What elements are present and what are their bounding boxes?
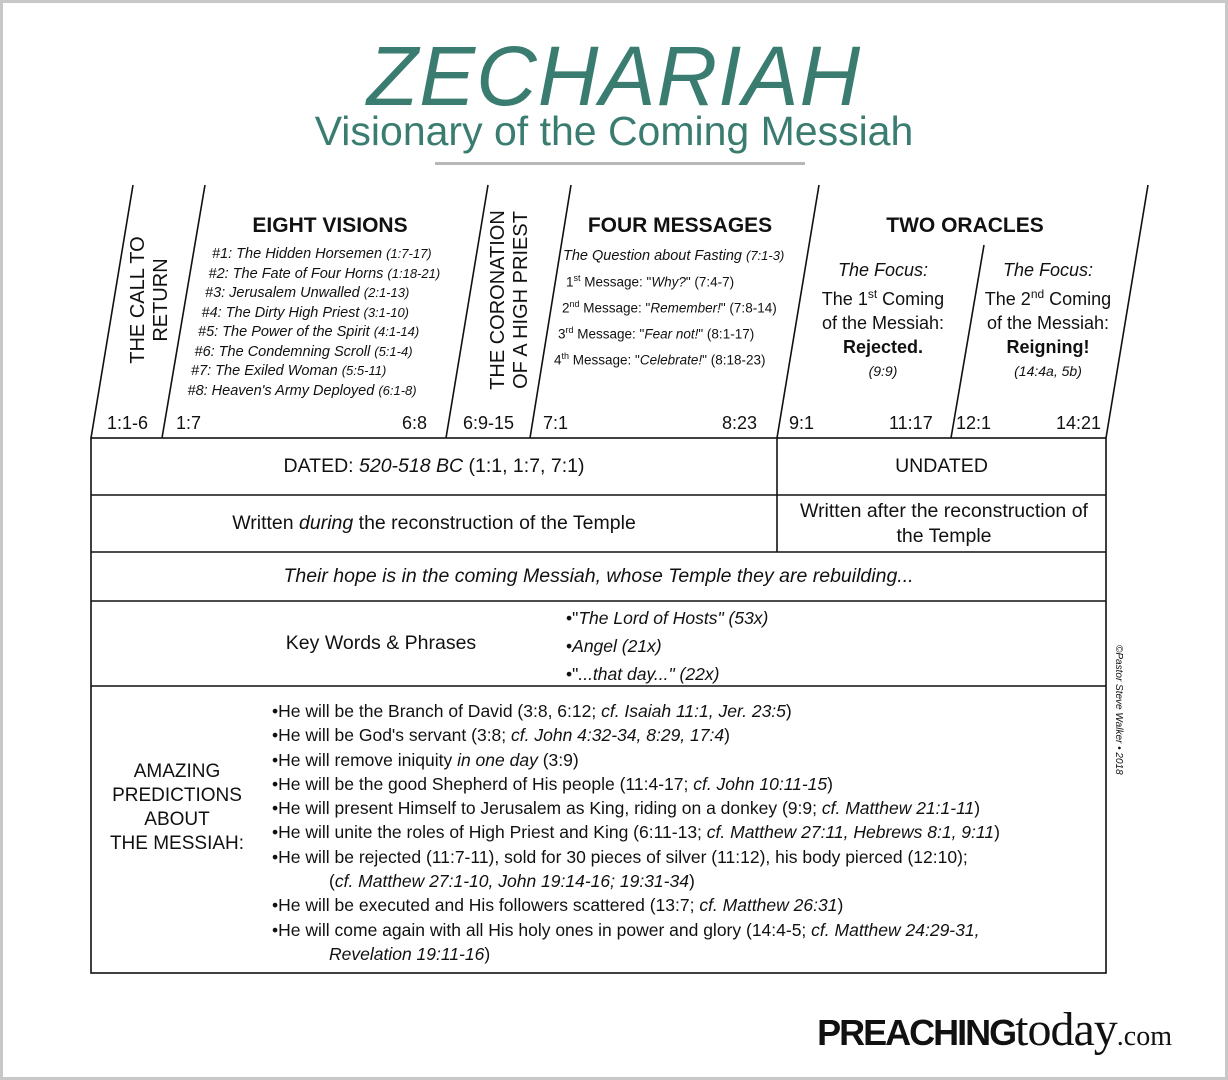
prediction-item-segment: cf. Matthew 27:11, Hebrews 8:1, 9:11 bbox=[706, 822, 995, 843]
prediction-item bbox=[272, 869, 1000, 893]
prediction-item bbox=[272, 918, 1000, 942]
vision-ref: (6:1-8) bbox=[378, 382, 417, 398]
prediction-item-segment: ) bbox=[974, 798, 981, 819]
prediction-item bbox=[272, 772, 1000, 796]
prediction-item-segment: •He will remove iniquity bbox=[272, 749, 458, 770]
vision-ref: (5:5-11) bbox=[341, 363, 387, 378]
prediction-item-segment: •He will be the good Shepherd of His people (11:4-17; bbox=[272, 773, 694, 794]
label-line: THE CALL TO bbox=[127, 236, 149, 364]
message-sup: th bbox=[561, 351, 570, 361]
vision-ref: (1:7-17) bbox=[386, 246, 432, 261]
message-item bbox=[554, 351, 765, 368]
vision-label: #4: The Dirty High Priest bbox=[201, 304, 360, 321]
eight-visions-heading: EIGHT VISIONS bbox=[252, 214, 408, 237]
prediction-item-segment: cf. John 4:32-34, 8:29, 17:4 bbox=[511, 725, 725, 746]
key-word-item bbox=[566, 660, 768, 688]
message-num: 4 bbox=[554, 352, 562, 368]
vision-item bbox=[205, 285, 409, 301]
prediction-item bbox=[272, 820, 1000, 844]
text: The 1 bbox=[821, 289, 868, 309]
message-text: " (7:8-14) bbox=[720, 300, 777, 316]
sup: nd bbox=[1030, 287, 1045, 301]
predictions-label-line: ABOUT bbox=[144, 809, 210, 830]
message-text: Message: " bbox=[579, 300, 651, 316]
message-num: 3 bbox=[558, 326, 566, 342]
sup: st bbox=[867, 287, 878, 301]
ref-start: 1:7 bbox=[176, 413, 202, 433]
years: 520-518 BC bbox=[359, 455, 464, 477]
message-sup: st bbox=[573, 273, 581, 283]
ref-end: 6:8 bbox=[402, 413, 428, 433]
prediction-item-segment: •He will be the Branch of David (3:8, 6:12; bbox=[272, 701, 602, 721]
dated-cell bbox=[91, 438, 777, 495]
message-num: 1 bbox=[566, 274, 574, 290]
coming-line bbox=[973, 282, 1123, 311]
written-during-cell bbox=[91, 495, 777, 552]
ref-start: 9:1 bbox=[789, 413, 815, 433]
prediction-item-segment: ) bbox=[785, 701, 792, 721]
message-text: " (8:18-23) bbox=[702, 352, 766, 368]
preaching-today-logo[interactable] bbox=[817, 1002, 1172, 1057]
vision-item bbox=[191, 363, 386, 379]
prediction-item-segment: ) bbox=[994, 822, 1000, 843]
prediction-item-segment: •He will present Himself to Jerusalem as King, riding on a donkey (9:9; bbox=[272, 798, 822, 819]
copyright: ©Pastor Steve Walker • 2018 bbox=[1113, 645, 1124, 775]
prediction-item-segment: •He will be God's servant (3:8; bbox=[272, 725, 512, 746]
vision-item bbox=[198, 324, 419, 340]
undated-cell: UNDATED bbox=[895, 455, 988, 477]
key-word-item-segment: • bbox=[566, 636, 573, 656]
ref-start: 12:1 bbox=[956, 413, 992, 433]
key-word-item-segment: •" bbox=[566, 608, 579, 628]
ref-end: 11:17 bbox=[889, 413, 933, 433]
oracle-second-focus bbox=[973, 258, 1123, 383]
prediction-item-segment: •He will unite the roles of High Priest and King (6:11-13; bbox=[272, 822, 707, 843]
prediction-item-segment: cf. Matthew 27:1-10, John 19:14-16; 19:31-34 bbox=[334, 871, 689, 892]
prediction-item-segment: ( bbox=[329, 871, 335, 892]
message-num: 2 bbox=[562, 300, 570, 316]
key-word-item-segment: The Lord of Hosts" (53x) bbox=[578, 608, 769, 628]
oracle-first-focus bbox=[808, 258, 958, 383]
logo-tld: .com bbox=[1116, 1021, 1172, 1052]
ref-end: 14:21 bbox=[1056, 413, 1102, 433]
vision-item bbox=[212, 246, 432, 262]
hope-row: Their hope is in the coming Messiah, whose Temple they are rebuilding... bbox=[283, 565, 914, 587]
page-subtitle: Visionary of the Coming Messiah bbox=[314, 108, 914, 154]
verdict: Reigning! bbox=[1006, 337, 1090, 357]
two-oracles-heading: TWO ORACLES bbox=[886, 214, 1044, 237]
vision-label: #1: The Hidden Horsemen bbox=[212, 246, 383, 262]
message-item bbox=[558, 325, 754, 342]
key-word-item bbox=[566, 632, 768, 660]
prediction-item-segment: •He will come again with all His holy ones in power and glory (14:4-5; bbox=[272, 919, 812, 940]
logo-today: today bbox=[1015, 1003, 1117, 1056]
coming-line bbox=[808, 282, 958, 311]
vision-label: #5: The Power of the Spirit bbox=[198, 324, 370, 340]
intro-text: The Question about Fasting bbox=[563, 248, 742, 264]
coronation-label bbox=[487, 210, 533, 390]
four-messages-heading: FOUR MESSAGES bbox=[587, 214, 773, 237]
message-text: Message: " bbox=[573, 326, 645, 342]
predictions-label-line: THE MESSIAH: bbox=[109, 833, 245, 854]
message-sup: rd bbox=[565, 325, 574, 335]
label-line: RETURN bbox=[150, 258, 172, 342]
prediction-item-segment: cf. John 10:11-15 bbox=[693, 773, 828, 794]
vision-ref: (3:1-10) bbox=[363, 304, 410, 320]
prediction-item-segment: ) bbox=[688, 871, 695, 892]
prediction-item bbox=[272, 748, 1000, 772]
page-title: ZECHARIAH bbox=[366, 29, 862, 123]
prediction-item-segment: •He will be executed and His followers scattered (13:7; bbox=[272, 895, 700, 916]
vision-item bbox=[188, 383, 417, 399]
vision-label: #2: The Fate of Four Horns bbox=[208, 265, 384, 282]
prediction-item-segment: ) bbox=[837, 895, 844, 916]
prediction-item-segment: •He will be rejected (11:7-11), sold for 30 pieces of silver (11:12), his body pierced (12:10); bbox=[272, 846, 968, 867]
focus-label: The Focus: bbox=[1002, 260, 1094, 280]
vision-item bbox=[202, 305, 410, 321]
intro-ref: (7:1-3) bbox=[745, 248, 785, 263]
prediction-item-segment: ) bbox=[484, 943, 491, 964]
ref-start: 6:9-15 bbox=[463, 413, 515, 433]
predictions-label bbox=[91, 760, 263, 880]
label-line: THE CORONATION bbox=[487, 210, 509, 390]
key-word-item-segment: •" bbox=[566, 664, 579, 684]
prediction-item-segment: cf. Matthew 24:29-31, bbox=[811, 919, 980, 940]
message-item bbox=[562, 299, 777, 316]
ref-end: 8:23 bbox=[722, 413, 758, 433]
ref-start: 1:1-6 bbox=[107, 413, 149, 433]
vision-item bbox=[195, 344, 413, 360]
logo-brand: PREACHING bbox=[817, 1012, 1016, 1053]
prediction-item-segment: in one day bbox=[457, 749, 538, 770]
predictions-label-line: PREDICTIONS bbox=[112, 785, 242, 806]
text: (1:1, 1:7, 7:1) bbox=[463, 455, 585, 477]
message-quote: Celebrate! bbox=[639, 352, 703, 368]
prediction-item bbox=[272, 699, 1000, 723]
key-word-item bbox=[566, 604, 768, 632]
text: the reconstruction of the Temple bbox=[353, 512, 636, 534]
vision-item bbox=[209, 266, 441, 282]
verdict: Rejected. bbox=[842, 337, 924, 357]
verse-ref: (9:9) bbox=[868, 363, 898, 379]
focus-label: The Focus: bbox=[837, 260, 929, 280]
vision-ref: (2:1-13) bbox=[363, 285, 410, 300]
message-quote: Why? bbox=[651, 274, 686, 290]
messiah-line: of the Messiah: bbox=[986, 313, 1110, 333]
message-text: Message: " bbox=[569, 352, 640, 368]
prediction-item bbox=[272, 796, 1000, 820]
key-word-item-segment: ...that day..." (22x) bbox=[578, 664, 720, 684]
text: The 2 bbox=[984, 289, 1031, 309]
messiah-line: of the Messiah: bbox=[821, 313, 945, 333]
prediction-item-segment: cf. Matthew 26:31 bbox=[699, 895, 838, 916]
message-sup: nd bbox=[569, 299, 580, 309]
key-word-item-segment: Angel (21x) bbox=[572, 636, 662, 656]
prediction-item bbox=[272, 893, 1000, 917]
key-words-list bbox=[566, 604, 768, 688]
prediction-item bbox=[272, 723, 1000, 747]
prediction-item-segment: cf. Isaiah 11:1, Jer. 23:5 bbox=[601, 701, 786, 721]
prediction-item-segment: (3:9) bbox=[537, 749, 579, 770]
vision-ref: (5:1-4) bbox=[374, 343, 413, 359]
call-to-return-label bbox=[127, 230, 173, 370]
prediction-item-segment: ) bbox=[827, 773, 833, 794]
message-text: " (7:4-7) bbox=[685, 274, 735, 290]
vision-ref: (1:18-21) bbox=[387, 265, 441, 281]
vision-ref: (4:1-14) bbox=[373, 324, 420, 339]
message-item bbox=[566, 273, 734, 290]
message-text: Message: " bbox=[580, 274, 652, 290]
message-quote: Remember! bbox=[650, 300, 721, 316]
verse-ref: (14:4a, 5b) bbox=[1014, 363, 1082, 379]
text: Coming bbox=[877, 289, 945, 309]
vision-label: #3: Jerusalem Unwalled bbox=[205, 285, 360, 301]
message-quote: Fear not! bbox=[644, 326, 699, 342]
ref-start: 7:1 bbox=[543, 413, 569, 433]
vision-label: #6: The Condemning Scroll bbox=[194, 343, 371, 360]
prediction-item-segment: cf. Matthew 21:1-11 bbox=[821, 798, 975, 819]
text: Written bbox=[232, 512, 300, 534]
prediction-item bbox=[272, 845, 1000, 869]
prediction-item bbox=[272, 942, 1000, 966]
emphasis: during bbox=[299, 512, 354, 534]
prediction-item-segment: ) bbox=[724, 725, 730, 746]
written-after-cell: Written after the reconstruction of the Temple bbox=[800, 499, 1088, 547]
label-line: OF A HIGH PRIEST bbox=[510, 211, 532, 389]
message-text: " (8:1-17) bbox=[698, 326, 755, 342]
key-words-label: Key Words & Phrases bbox=[285, 632, 477, 654]
vision-label: #7: The Exiled Woman bbox=[191, 363, 338, 379]
predictions-list bbox=[272, 699, 1000, 966]
prediction-item-segment: Revelation 19:11-16 bbox=[329, 943, 485, 964]
text: DATED: bbox=[283, 455, 359, 477]
vision-label: #8: Heaven's Army Deployed bbox=[187, 382, 375, 399]
predictions-label-line: AMAZING bbox=[133, 761, 221, 782]
fasting-question bbox=[563, 248, 784, 264]
text: Coming bbox=[1044, 289, 1112, 309]
